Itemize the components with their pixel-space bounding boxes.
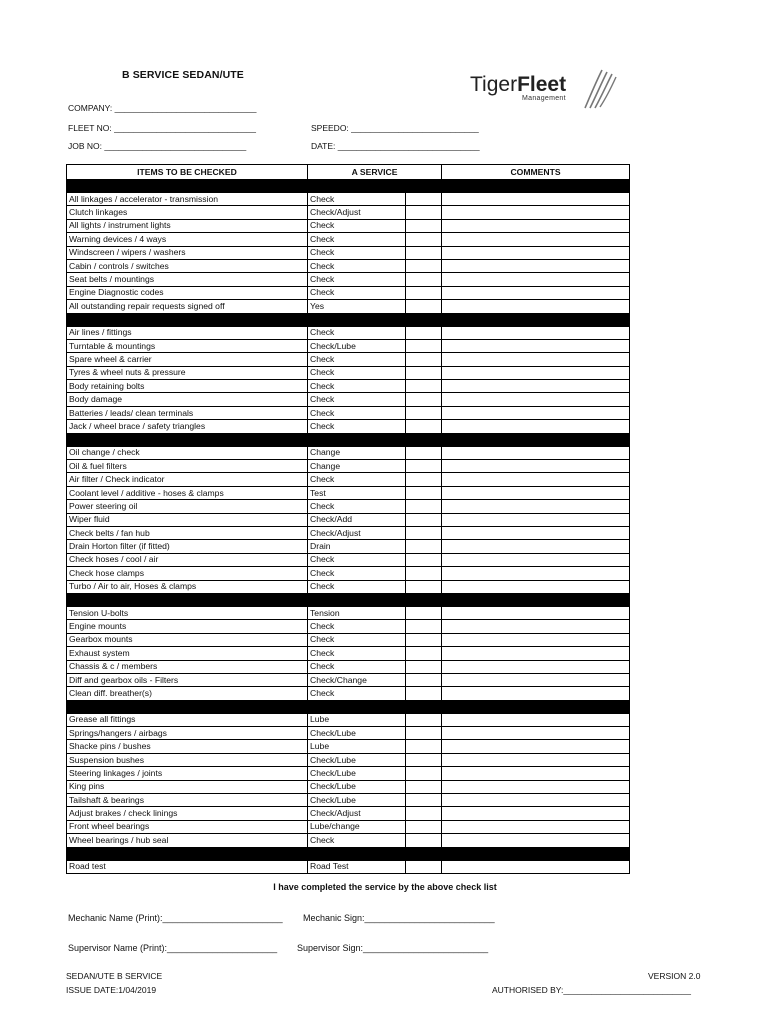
table-row [67, 860, 630, 873]
comment-cell[interactable] [442, 834, 630, 847]
service-action-cell: Check [308, 286, 406, 299]
comment-cell[interactable] [442, 540, 630, 553]
tick-box-cell[interactable] [406, 206, 442, 219]
comment-cell[interactable] [442, 553, 630, 566]
claw-mark-icon [582, 68, 618, 110]
tick-box-cell[interactable] [406, 500, 442, 513]
tick-box-cell[interactable] [406, 860, 442, 873]
item-cell: Tension U-bolts [67, 606, 308, 619]
tick-box-cell[interactable] [406, 486, 442, 499]
comment-cell[interactable] [442, 259, 630, 272]
comment-cell[interactable] [442, 820, 630, 833]
table-row [67, 206, 630, 219]
supervisor-name-field[interactable]: Supervisor Name (Print):______________________ [68, 943, 278, 953]
table-row [67, 486, 630, 499]
comment-cell[interactable] [442, 513, 630, 526]
table-row [67, 420, 630, 433]
table-row [67, 794, 630, 807]
comment-cell[interactable] [442, 500, 630, 513]
item-cell: All outstanding repair requests signed off [67, 300, 308, 313]
tick-box-cell[interactable] [406, 259, 442, 272]
comment-cell[interactable] [442, 219, 630, 232]
tick-box-cell[interactable] [406, 246, 442, 259]
tick-box-cell[interactable] [406, 567, 442, 580]
service-action-cell: Check/Lube [308, 767, 406, 780]
service-action-cell: Change [308, 460, 406, 473]
service-action-cell: Check/Lube [308, 780, 406, 793]
comment-cell[interactable] [442, 767, 630, 780]
item-cell: Chassis & c / members [67, 660, 308, 673]
section-divider-cell [67, 593, 630, 606]
table-row [67, 286, 630, 299]
tick-box-cell[interactable] [406, 339, 442, 352]
footer-authorised-by[interactable]: AUTHORISED BY:___________________________ [492, 985, 691, 995]
section-divider [67, 700, 630, 713]
comment-cell[interactable] [442, 526, 630, 539]
item-cell: Engine Diagnostic codes [67, 286, 308, 299]
tick-box-cell[interactable] [406, 286, 442, 299]
tick-box-cell[interactable] [406, 473, 442, 486]
tick-box-cell[interactable] [406, 300, 442, 313]
service-action-cell: Check [308, 380, 406, 393]
table-row [67, 273, 630, 286]
table-row [67, 540, 630, 553]
item-cell: Steering linkages / joints [67, 767, 308, 780]
service-action-cell: Change [308, 446, 406, 459]
tick-box-cell[interactable] [406, 446, 442, 459]
table-row [67, 339, 630, 352]
section-divider [67, 593, 630, 606]
section-divider [67, 313, 630, 326]
table-row [67, 393, 630, 406]
service-action-cell: Check [308, 420, 406, 433]
table-row [67, 753, 630, 766]
supervisor-sign-field[interactable]: Supervisor Sign:_________________________ [297, 943, 489, 953]
service-checklist-table [66, 164, 630, 874]
company-field[interactable]: COMPANY: ______________________________ [68, 103, 257, 113]
table-row [67, 366, 630, 379]
mechanic-name-field[interactable]: Mechanic Name (Print):________________________ [68, 913, 283, 923]
item-cell: Oil & fuel filters [67, 460, 308, 473]
service-action-cell: Check [308, 687, 406, 700]
comment-cell[interactable] [442, 780, 630, 793]
item-cell: Tyres & wheel nuts & pressure [67, 366, 308, 379]
section-divider-cell [67, 180, 630, 193]
tick-box-cell[interactable] [406, 353, 442, 366]
tick-box-cell[interactable] [406, 687, 442, 700]
comment-cell[interactable] [442, 393, 630, 406]
item-cell: Clutch linkages [67, 206, 308, 219]
tick-box-cell[interactable] [406, 526, 442, 539]
item-cell: Jack / wheel brace / safety triangles [67, 420, 308, 433]
comment-cell[interactable] [442, 420, 630, 433]
item-cell: Springs/hangers / airbags [67, 727, 308, 740]
table-row [67, 473, 630, 486]
item-cell: Shacke pins / bushes [67, 740, 308, 753]
service-action-cell: Check/Add [308, 513, 406, 526]
item-cell: Check hoses / cool / air [67, 553, 308, 566]
header-items: ITEMS TO BE CHECKED [67, 165, 308, 180]
section-divider-cell [67, 847, 630, 860]
comment-cell[interactable] [442, 606, 630, 619]
comment-cell[interactable] [442, 473, 630, 486]
comment-cell[interactable] [442, 794, 630, 807]
item-cell: Cabin / controls / switches [67, 259, 308, 272]
tick-box-cell[interactable] [406, 780, 442, 793]
item-cell: Clean diff. breather(s) [67, 687, 308, 700]
service-action-cell: Check/Adjust [308, 807, 406, 820]
item-cell: Exhaust system [67, 647, 308, 660]
item-cell: Body damage [67, 393, 308, 406]
tick-box-cell[interactable] [406, 553, 442, 566]
service-action-cell: Check [308, 326, 406, 339]
service-action-cell: Check [308, 660, 406, 673]
item-cell: Suspension bushes [67, 753, 308, 766]
service-action-cell: Lube [308, 740, 406, 753]
item-cell: Road test [67, 860, 308, 873]
table-row [67, 606, 630, 619]
footer-doc-name: SEDAN/UTE B SERVICE [66, 971, 163, 981]
table-row [67, 219, 630, 232]
tick-box-cell[interactable] [406, 794, 442, 807]
mechanic-sign-field[interactable]: Mechanic Sign:__________________________ [303, 913, 495, 923]
comment-cell[interactable] [442, 246, 630, 259]
item-cell: All linkages / accelerator - transmission [67, 193, 308, 206]
tick-box-cell[interactable] [406, 647, 442, 660]
table-row [67, 193, 630, 206]
table-row [67, 500, 630, 513]
table-row [67, 687, 630, 700]
item-cell: Drain Horton filter (if fitted) [67, 540, 308, 553]
comment-cell[interactable] [442, 740, 630, 753]
tick-box-cell[interactable] [406, 219, 442, 232]
comment-cell[interactable] [442, 713, 630, 726]
tick-box-cell[interactable] [406, 740, 442, 753]
tick-box-cell[interactable] [406, 673, 442, 686]
checklist-body [67, 180, 630, 874]
item-cell: Oil change / check [67, 446, 308, 459]
comment-cell[interactable] [442, 366, 630, 379]
tick-box-cell[interactable] [406, 580, 442, 593]
service-action-cell: Check/Lube [308, 727, 406, 740]
item-cell: Turbo / Air to air, Hoses & clamps [67, 580, 308, 593]
table-row [67, 834, 630, 847]
item-cell: Diff and gearbox oils - Filters [67, 673, 308, 686]
service-action-cell: Check [308, 393, 406, 406]
comment-cell[interactable] [442, 326, 630, 339]
service-action-cell: Lube/change [308, 820, 406, 833]
comment-cell[interactable] [442, 273, 630, 286]
service-action-cell: Check [308, 406, 406, 419]
service-action-cell: Check [308, 473, 406, 486]
tick-box-cell[interactable] [406, 633, 442, 646]
tick-box-cell[interactable] [406, 366, 442, 379]
comment-cell[interactable] [442, 233, 630, 246]
tick-box-cell[interactable] [406, 273, 442, 286]
item-cell: Power steering oil [67, 500, 308, 513]
footer-version: VERSION 2.0 [648, 971, 701, 981]
table-row [67, 233, 630, 246]
item-cell: Warning devices / 4 ways [67, 233, 308, 246]
comment-cell[interactable] [442, 673, 630, 686]
tick-box-cell[interactable] [406, 753, 442, 766]
service-action-cell: Check [308, 246, 406, 259]
tigerfleet-logo [470, 68, 630, 112]
service-action-cell: Check [308, 580, 406, 593]
item-cell: Wheel bearings / hub seal [67, 834, 308, 847]
tick-box-cell[interactable] [406, 606, 442, 619]
item-cell: King pins [67, 780, 308, 793]
job-no-field[interactable]: JOB NO: ______________________________ [68, 141, 247, 151]
table-row [67, 526, 630, 539]
comment-cell[interactable] [442, 193, 630, 206]
tick-box-cell[interactable] [406, 513, 442, 526]
service-action-cell: Check [308, 273, 406, 286]
service-action-cell: Tension [308, 606, 406, 619]
table-row [67, 713, 630, 726]
document-title: B SERVICE SEDAN/UTE [122, 69, 244, 81]
section-divider-cell [67, 433, 630, 446]
tick-box-cell[interactable] [406, 660, 442, 673]
table-row [67, 380, 630, 393]
section-divider [67, 433, 630, 446]
tick-box-cell[interactable] [406, 620, 442, 633]
service-action-cell: Check [308, 233, 406, 246]
item-cell: Windscreen / wipers / washers [67, 246, 308, 259]
tick-box-cell[interactable] [406, 380, 442, 393]
section-divider-cell [67, 700, 630, 713]
service-action-cell: Check [308, 633, 406, 646]
tick-box-cell[interactable] [406, 713, 442, 726]
tick-box-cell[interactable] [406, 807, 442, 820]
service-action-cell: Yes [308, 300, 406, 313]
item-cell: Tailshaft & bearings [67, 794, 308, 807]
table-row [67, 740, 630, 753]
tick-box-cell[interactable] [406, 393, 442, 406]
comment-cell[interactable] [442, 380, 630, 393]
item-cell: Turntable & mountings [67, 339, 308, 352]
service-action-cell: Check [308, 193, 406, 206]
table-row [67, 300, 630, 313]
tick-box-cell[interactable] [406, 540, 442, 553]
tick-box-cell[interactable] [406, 727, 442, 740]
tick-box-cell[interactable] [406, 820, 442, 833]
item-cell: Spare wheel & carrier [67, 353, 308, 366]
table-row [67, 660, 630, 673]
comment-cell[interactable] [442, 446, 630, 459]
item-cell: Body retaining bolts [67, 380, 308, 393]
tick-box-cell[interactable] [406, 834, 442, 847]
item-cell: Check hose clamps [67, 567, 308, 580]
comment-cell[interactable] [442, 406, 630, 419]
service-action-cell: Check/Lube [308, 794, 406, 807]
tick-box-cell[interactable] [406, 406, 442, 419]
item-cell: All lights / instrument lights [67, 219, 308, 232]
service-action-cell: Check/Adjust [308, 206, 406, 219]
item-cell: Gearbox mounts [67, 633, 308, 646]
logo-word-tiger: Tiger [470, 73, 518, 96]
item-cell: Engine mounts [67, 620, 308, 633]
tick-box-cell[interactable] [406, 420, 442, 433]
comment-cell[interactable] [442, 753, 630, 766]
item-cell: Coolant level / additive - hoses & clamps [67, 486, 308, 499]
header-a-service: A SERVICE [308, 165, 442, 180]
item-cell: Check belts / fan hub [67, 526, 308, 539]
section-divider [67, 847, 630, 860]
table-row [67, 767, 630, 780]
tick-box-cell[interactable] [406, 233, 442, 246]
comment-cell[interactable] [442, 860, 630, 873]
table-header-row [67, 165, 630, 180]
service-action-cell: Check/Lube [308, 753, 406, 766]
table-row [67, 780, 630, 793]
table-row [67, 727, 630, 740]
table-row [67, 246, 630, 259]
section-divider-cell [67, 313, 630, 326]
table-row [67, 446, 630, 459]
service-action-cell: Check [308, 553, 406, 566]
comment-cell[interactable] [442, 633, 630, 646]
logo-subtitle: Management [522, 95, 566, 102]
date-field[interactable]: DATE: ______________________________ [311, 141, 480, 151]
tick-box-cell[interactable] [406, 767, 442, 780]
comment-cell[interactable] [442, 286, 630, 299]
table-row [67, 460, 630, 473]
service-action-cell: Check [308, 834, 406, 847]
comment-cell[interactable] [442, 206, 630, 219]
table-row [67, 820, 630, 833]
comment-cell[interactable] [442, 460, 630, 473]
item-cell: Batteries / leads/ clean terminals [67, 406, 308, 419]
comment-cell[interactable] [442, 620, 630, 633]
tick-box-cell[interactable] [406, 460, 442, 473]
table-row [67, 673, 630, 686]
service-action-cell: Check [308, 500, 406, 513]
speedo-field[interactable]: SPEEDO: ___________________________ [311, 123, 479, 133]
comment-cell[interactable] [442, 339, 630, 352]
service-action-cell: Check [308, 366, 406, 379]
comment-cell[interactable] [442, 580, 630, 593]
item-cell: Front wheel bearings [67, 820, 308, 833]
item-cell: Wiper fluid [67, 513, 308, 526]
item-cell: Air lines / fittings [67, 326, 308, 339]
comment-cell[interactable] [442, 567, 630, 580]
completion-declaration: I have completed the service by the above check list [273, 882, 497, 892]
comment-cell[interactable] [442, 353, 630, 366]
tick-box-cell[interactable] [406, 193, 442, 206]
table-row [67, 513, 630, 526]
service-action-cell: Check/Lube [308, 339, 406, 352]
header-comments: COMMENTS [442, 165, 630, 180]
comment-cell[interactable] [442, 807, 630, 820]
table-row [67, 406, 630, 419]
table-row [67, 807, 630, 820]
fleet-no-field[interactable]: FLEET NO: ______________________________ [68, 123, 256, 133]
comment-cell[interactable] [442, 727, 630, 740]
item-cell: Adjust brakes / check linings [67, 807, 308, 820]
table-row [67, 553, 630, 566]
comment-cell[interactable] [442, 647, 630, 660]
footer-issue-date: ISSUE DATE:1/04/2019 [66, 985, 157, 995]
table-row [67, 633, 630, 646]
tick-box-cell[interactable] [406, 326, 442, 339]
service-action-cell: Lube [308, 713, 406, 726]
comment-cell[interactable] [442, 300, 630, 313]
table-row [67, 567, 630, 580]
table-row [67, 620, 630, 633]
service-action-cell: Check [308, 620, 406, 633]
service-action-cell: Drain [308, 540, 406, 553]
item-cell: Air filter / Check indicator [67, 473, 308, 486]
service-action-cell: Road Test [308, 860, 406, 873]
service-action-cell: Check/Adjust [308, 526, 406, 539]
table-row [67, 353, 630, 366]
table-row [67, 259, 630, 272]
logo-word-fleet: Fleet [517, 73, 567, 96]
table-row [67, 580, 630, 593]
service-action-cell: Check [308, 353, 406, 366]
table-row [67, 647, 630, 660]
section-divider [67, 180, 630, 193]
table-row [67, 326, 630, 339]
service-action-cell: Check [308, 259, 406, 272]
service-action-cell: Check [308, 567, 406, 580]
service-action-cell: Check/Change [308, 673, 406, 686]
comment-cell[interactable] [442, 660, 630, 673]
service-action-cell: Test [308, 486, 406, 499]
item-cell: Grease all fittings [67, 713, 308, 726]
service-action-cell: Check [308, 219, 406, 232]
comment-cell[interactable] [442, 687, 630, 700]
item-cell: Seat belts / mountings [67, 273, 308, 286]
comment-cell[interactable] [442, 486, 630, 499]
service-action-cell: Check [308, 647, 406, 660]
